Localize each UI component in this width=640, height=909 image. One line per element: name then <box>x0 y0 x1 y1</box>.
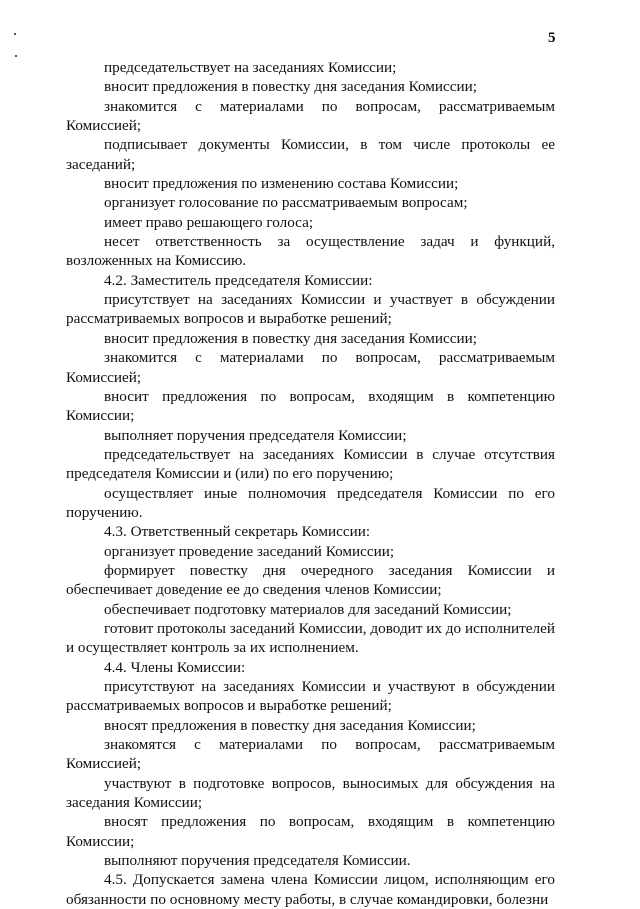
paragraph: организует голосование по рассматриваемым вопросам; <box>104 194 468 212</box>
paragraph: знакомится с материалами по вопросам, рассматриваемым Комиссией; <box>66 97 555 135</box>
paragraph: вносит предложения по изменению состава Комиссии; <box>104 175 459 193</box>
paragraph: присутствует на заседаниях Комиссии и участвует в обсуждении рассматриваемых вопросов и выработке решений; <box>66 291 555 328</box>
paragraph: вносит предложения в повестку дня заседания Комиссии; <box>104 78 477 96</box>
paragraph: председательствует на заседаниях Комиссии; <box>104 59 397 76</box>
paragraph: 4.5. Допускается замена члена Комиссии лицом, исполняющим его обязанности по основному месту работы, в случае командировки, болезни <box>66 871 555 908</box>
paragraph: обеспечивает подготовку материалов для заседаний Комиссии; <box>104 600 512 618</box>
paragraph: организует проведение заседаний Комиссии; <box>104 542 395 560</box>
paragraph: готовит протоколы заседаний Комиссии, доводит их до исполнителей и осуществляет контроль за их исполнением. <box>66 619 555 657</box>
paragraph: 4.4. Члены Комиссии: <box>104 658 246 676</box>
paragraph: вносят предложения по вопросам, входящим в компетенцию Комиссии; <box>66 813 555 850</box>
paragraph: знакомится с материалами по вопросам, рассматриваемым Комиссией; <box>66 349 555 386</box>
paragraph: формирует повестку дня очередного заседания Комиссии и обеспечивает доведение ее до сведения членов Комиссии; <box>66 561 555 599</box>
paragraph: выполняют поручения председателя Комиссии. <box>104 852 411 870</box>
paragraph: осуществляет иные полномочия председателя Комиссии по его поручению. <box>66 484 555 521</box>
paragraph: 4.3. Ответственный секретарь Комиссии: <box>104 523 371 541</box>
paragraph: председательствует на заседаниях Комиссии в случае отсутствия председателя Комиссии и (или) по его поручению; <box>66 445 555 483</box>
paragraph: имеет право решающего голоса; <box>104 213 314 231</box>
paragraph: подписывает документы Комиссии, в том числе протоколы ее заседаний; <box>66 136 555 173</box>
scan-speck <box>15 55 17 57</box>
paragraph: присутствуют на заседаниях Комиссии и участвуют в обсуждении рассматриваемых вопросов и выработке решений; <box>66 678 555 715</box>
paragraph: участвуют в подготовке вопросов, выносимых для обсуждения на заседания Комиссии; <box>66 774 555 812</box>
paragraph: выполняет поручения председателя Комиссии; <box>104 426 407 444</box>
document-body <box>66 58 555 909</box>
paragraph: несет ответственность за осуществление задач и функций, возложенных на Комиссию. <box>66 233 555 270</box>
page-number: 5 <box>548 30 556 46</box>
scan-speck <box>14 33 16 35</box>
paragraph: 4.2. Заместитель председателя Комиссии: <box>104 271 373 289</box>
paragraph: знакомятся с материалами по вопросам, рассматриваемым Комиссией; <box>66 736 555 773</box>
paragraph: вносит предложения в повестку дня заседания Комиссии; <box>104 329 477 347</box>
paragraph: вносит предложения по вопросам, входящим в компетенцию Комиссии; <box>66 387 555 425</box>
paragraph: вносят предложения в повестку дня заседания Комиссии; <box>104 716 476 734</box>
